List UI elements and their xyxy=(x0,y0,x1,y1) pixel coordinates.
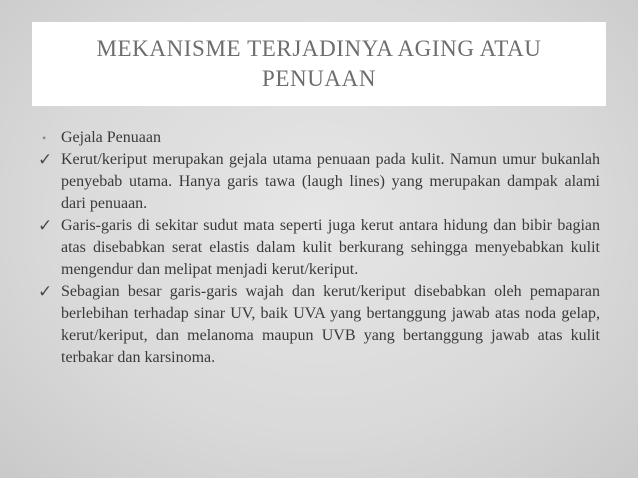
list-item-garis-garis xyxy=(38,215,600,281)
list-item-kerut xyxy=(38,149,600,215)
checkmark-icon: ✓ xyxy=(38,150,53,170)
bullet-icon: • xyxy=(42,131,47,145)
slide-content xyxy=(38,127,600,369)
list-item-text: Sebagian besar garis-garis wajah dan kerut/keriput disebabkan oleh pemaparan berlebihan terhadap sinar UV, baik UVA yang bertanggung jawab atas noda gelap, kerut/keriput, dan melanoma maupun UVB yang bertanggung jawab atas kulit terbakar dan karsinoma. xyxy=(61,283,600,366)
checkmark-icon: ✓ xyxy=(38,216,53,236)
list-item-text: Gejala Penuaan xyxy=(61,129,161,146)
list-item-gejala-penuaan xyxy=(38,127,600,149)
list-item-text: Kerut/keriput merupakan gejala utama penuaan pada kulit. Namun umur bukanlah penyebab utama. Hanya garis tawa (laugh lines) yang merupakan dampak alami dari penuaan. xyxy=(61,151,600,212)
title-box xyxy=(32,22,606,106)
list-item-sinar-uv xyxy=(38,281,600,369)
slide-title-line-2: PENUAAN xyxy=(261,66,377,91)
list-item-text: Garis-garis di sekitar sudut mata seperti juga kerut antara hidung dan bibir bagian atas disebabkan serat elastis dalam kulit berkurang sehingga menyebabkan kulit mengendur dan melipat menjadi kerut/keriput. xyxy=(61,217,600,278)
slide-title-line-1: MEKANISME TERJADINYA AGING ATAU xyxy=(96,36,542,61)
checkmark-icon: ✓ xyxy=(38,282,53,302)
